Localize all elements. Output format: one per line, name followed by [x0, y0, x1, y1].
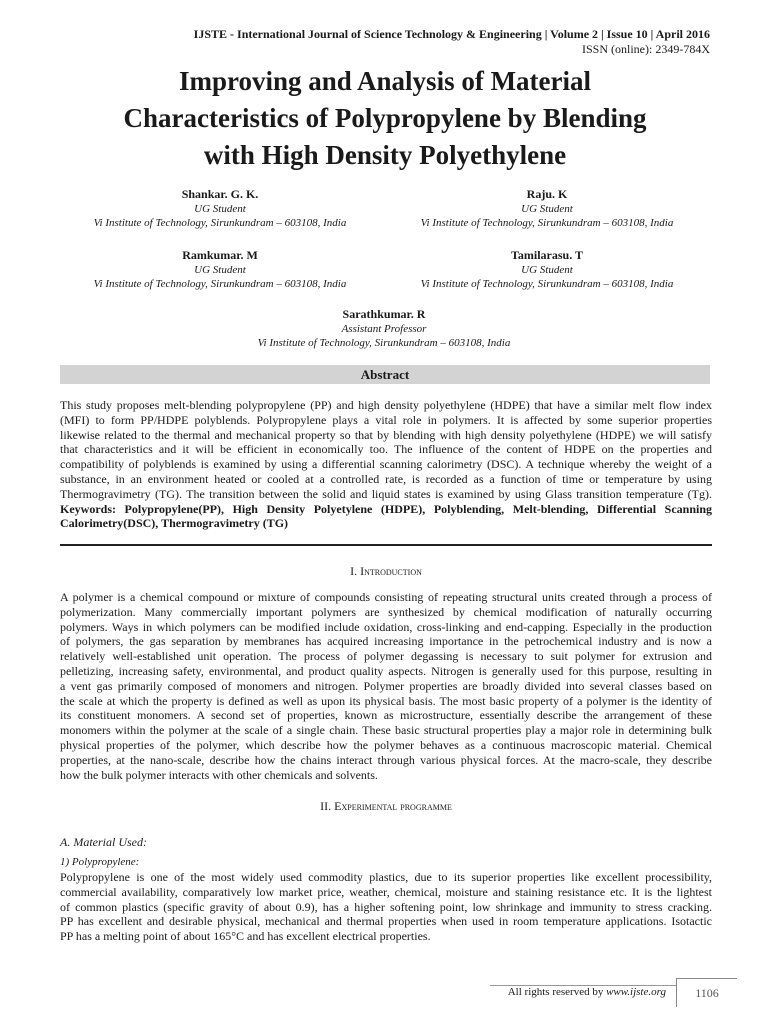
text-line: PP has a melting point of about 165°C and has excellent electrical properties.: [60, 929, 431, 944]
text-line: the scale at which the property is defined as well as upon its physical basis. The most basic property of a polymer is the identity of: [60, 693, 712, 708]
author-block: [362, 248, 732, 291]
author-role: UG Student: [194, 203, 246, 215]
title-line: Characteristics of Polypropylene by Blending: [123, 103, 647, 133]
text-line: properties, at the nano-scale, describe how the chains interact through various physical forces. At the macro-scale, they describe: [60, 752, 712, 767]
author-affiliation: Vi Institute of Technology, Sirunkundram – 603108, India: [420, 217, 674, 229]
text-line: A polymer is a chemical compound or mixture of compounds consisting of repeating structural units created through a process of: [60, 590, 712, 604]
author-name: Sarathkumar. R: [342, 307, 426, 321]
section-heading-introduction: I. Introduction: [350, 564, 422, 578]
section-divider: [60, 544, 712, 546]
author-block: [35, 248, 405, 291]
footer-rights: [508, 986, 666, 998]
author-role: UG Student: [521, 264, 573, 276]
author-affiliation: Vi Institute of Technology, Sirunkundram – 603108, India: [420, 278, 674, 290]
text-line: polymers. Ways in which polymers can be modified include oxidation, cross-linking and end-capping. Especially in the production: [60, 619, 712, 634]
author-name: Ramkumar. M: [182, 248, 258, 262]
subsubsection-heading: 1) Polypropylene:: [60, 856, 140, 868]
text-line: commercial availability, comparatively low market price, weather, chemical, moisture and staining resistance etc. It is the lightest: [60, 884, 712, 899]
text-line: that characteristics and it will be efficient in economically too. The influence of the content of HDPE on the properties and: [60, 442, 712, 457]
text-line: relatively well-established unit operation. The process of polymer degassing is necessary to suit polymer for extrusion and: [60, 649, 712, 664]
text-line: pelletizing, increasing safety, environmental, and product quality aspects. Nitrogen is generally used for this purpose, resulting in: [60, 663, 712, 678]
text-line: likewise related to the thermal and mechanical property so that by blending with high density polyethylene (HDPE) we will satisfy: [60, 427, 712, 442]
subsection-heading: A. Material Used:: [60, 835, 147, 849]
text-line: compatibility of polyblends is examined by using a differential scanning calorimetry (DSC). A technique whereby the weight of a: [60, 457, 712, 472]
title-line: with High Density Polyethylene: [203, 140, 567, 170]
introduction-body: [60, 590, 712, 782]
author-name: Tamilarasu. T: [510, 248, 584, 262]
text-line: This study proposes melt-blending polypropylene (PP) and high density polyethylene (HDPE) that have a similar melt flow index: [60, 398, 712, 412]
text-line: physical properties of the polymer, which describe how the polymer behaves as a continuous macroscopic material. Chemical: [60, 737, 712, 752]
text-line: substance, in an environment heated or cooled at a controlled rate, is recorded as a function of time or temperature by using: [60, 471, 712, 486]
paper-title: [40, 63, 730, 174]
text-line: polymerization. Many commercially important polymers are synthesized by chemical modification of naturally occurring: [60, 604, 712, 619]
author-role: UG Student: [194, 264, 246, 276]
text-line: (MFI) to form PP/HDPE polyblends. Polypropylene plays a vital role in polymers. It is affected by some superior properties: [60, 412, 712, 427]
title-line: Improving and Analysis of Material: [178, 66, 592, 96]
keywords-line: Keywords: Polypropylene(PP), High Density Polyetylene (HDPE), Polyblending, Melt-blending, Differential Scanning: [60, 501, 712, 516]
author-role: Assistant Professor: [341, 323, 427, 335]
author-block: [35, 187, 405, 230]
author-name: Raju. K: [526, 187, 568, 201]
text-line: a vent gas primarily composed of monomers and nitrogen. Polymer properties are broadly divided into several classes based on: [60, 678, 712, 693]
abstract-heading: Abstract: [60, 365, 710, 384]
text-line: monomers within the polymer at the scale of a single chain. These basic structural properties play a major role in determining bulk: [60, 723, 712, 738]
issn-line: ISSN (online): 2349-784X: [582, 42, 710, 56]
author-role: UG Student: [521, 203, 573, 215]
text-line: Polypropylene is one of the most widely used commodity plastics, due to its superior properties like excellent processibility,: [60, 870, 712, 884]
rights-text: All rights reserved by: [507, 986, 604, 998]
website-link[interactable]: www.ijste.org: [606, 986, 666, 998]
text-line: of common plastics (specific gravity of about 0.9), has a higher softening point, low shrinkage and immunity to stress cracking.: [60, 899, 712, 914]
author-affiliation: Vi Institute of Technology, Sirunkundram – 603108, India: [93, 217, 347, 229]
author-affiliation: Vi Institute of Technology, Sirunkundram – 603108, India: [257, 337, 511, 349]
keywords-line: Calorimetry(DSC), Thermogravimetry (TG): [60, 516, 289, 531]
text-line: PP has excellent and desirable physical, mechanical and thermal properties when used in room temperature applications. Isotactic: [60, 914, 712, 929]
polypropylene-body: [60, 870, 712, 944]
author-block: [199, 307, 569, 350]
text-line: Thermogravimetry (TG). The transition between the solid and liquid states is examined by using Glass transition temperature (Tg).: [60, 486, 712, 501]
abstract-body: [60, 398, 712, 531]
author-affiliation: Vi Institute of Technology, Sirunkundram – 603108, India: [93, 278, 347, 290]
text-line: its constituent monomers. A second set of properties, known as microstructure, essentially describe the arrangement of these: [60, 708, 712, 723]
author-block: [362, 187, 732, 230]
journal-header: IJSTE - International Journal of Science Technology & Engineering | Volume 2 | Issue 10 | April 2016: [193, 27, 710, 41]
section-heading-experimental: II. Experimental programme: [320, 799, 452, 813]
author-name: Shankar. G. K.: [181, 187, 259, 201]
text-line: of polymers, the gas separation by membranes has acquired increasing importance in the petrochemical industry and is now a: [60, 634, 712, 649]
text-line: how the bulk polymer interacts with other chemicals and solvents.: [60, 767, 378, 782]
page-number: 1106: [676, 978, 737, 1007]
